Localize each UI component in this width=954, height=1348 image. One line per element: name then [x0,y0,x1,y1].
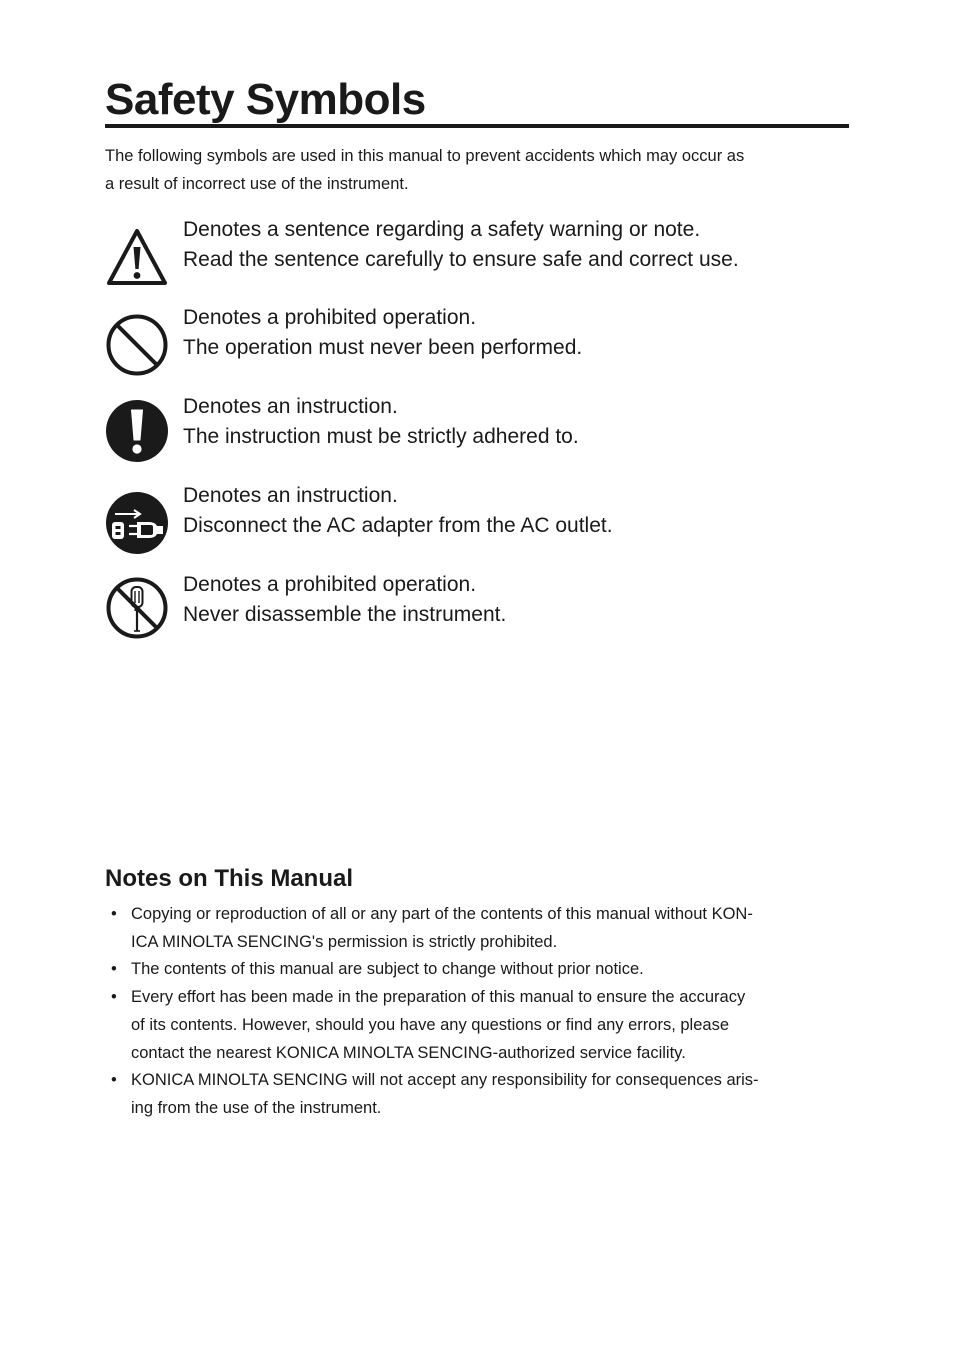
no-disassembly-icon [105,576,169,640]
symbol-line: Never disassemble the instrument. [183,603,507,626]
symbol-line: Denotes an instruction. [183,395,398,418]
symbol-line: Denotes a sentence regarding a safety warning or note. [183,218,701,241]
symbol-description [183,570,506,630]
intro-line: The following symbols are used in this manual to prevent accidents which may occur as [105,147,745,165]
symbol-line: Read the sentence carefully to ensure safe and correct use. [183,248,739,271]
symbol-line: Denotes a prohibited operation. [183,573,477,596]
bullet: • [111,960,117,979]
symbol-line: The instruction must be strictly adhered to. [183,425,579,448]
bullet: • [111,988,117,1007]
list-item-line: of its contents. However, should you have any questions or find any errors, please [131,1015,730,1034]
instruction-exclamation-icon [105,399,169,463]
symbol-description [183,215,739,275]
list-item-line: ing from the use of the instrument. [131,1098,382,1117]
prohibited-icon [105,313,169,377]
symbol-row-unplug [105,481,865,551]
symbol-row-warning [105,215,865,285]
title-rule [105,124,849,128]
symbol-row-no-disassembly [105,570,865,640]
symbol-description [183,303,582,363]
notes-list [105,901,850,1123]
warning-triangle-icon [105,225,169,289]
intro-paragraph [105,142,849,198]
notes-heading: Notes on This Manual [105,865,354,892]
list-item [105,984,850,1067]
list-item [105,956,850,984]
symbol-line: Disconnect the AC adapter from the AC outlet. [183,514,613,537]
symbol-row-prohibited [105,303,865,373]
bullet: • [111,905,117,923]
symbol-row-instruction [105,392,865,462]
page-title: Safety Symbols [105,75,426,124]
bullet: • [111,1071,117,1090]
list-item-line: Every effort has been made in the preparation of this manual to ensure the accuracy [131,988,746,1007]
symbol-line: The operation must never been performed. [183,336,583,359]
symbol-description [183,481,613,541]
intro-line: a result of incorrect use of the instrument. [105,175,409,193]
symbol-line: Denotes a prohibited operation. [183,306,477,329]
list-item-line: Copying or reproduction of all or any part of the contents of this manual without KON- [131,905,753,923]
list-item-line: ICA MINOLTA SENCING's permission is strictly prohibited. [131,932,558,951]
list-item [105,901,850,956]
list-item-line: The contents of this manual are subject to change without prior notice. [131,960,644,979]
symbol-description [183,392,579,452]
unplug-icon [105,491,169,555]
list-item-line: contact the nearest KONICA MINOLTA SENCING-authorized service facility. [131,1043,686,1062]
list-item [105,1067,850,1122]
symbol-line: Denotes an instruction. [183,484,398,507]
list-item-line: KONICA MINOLTA SENCING will not accept any responsibility for consequences aris- [131,1071,759,1090]
